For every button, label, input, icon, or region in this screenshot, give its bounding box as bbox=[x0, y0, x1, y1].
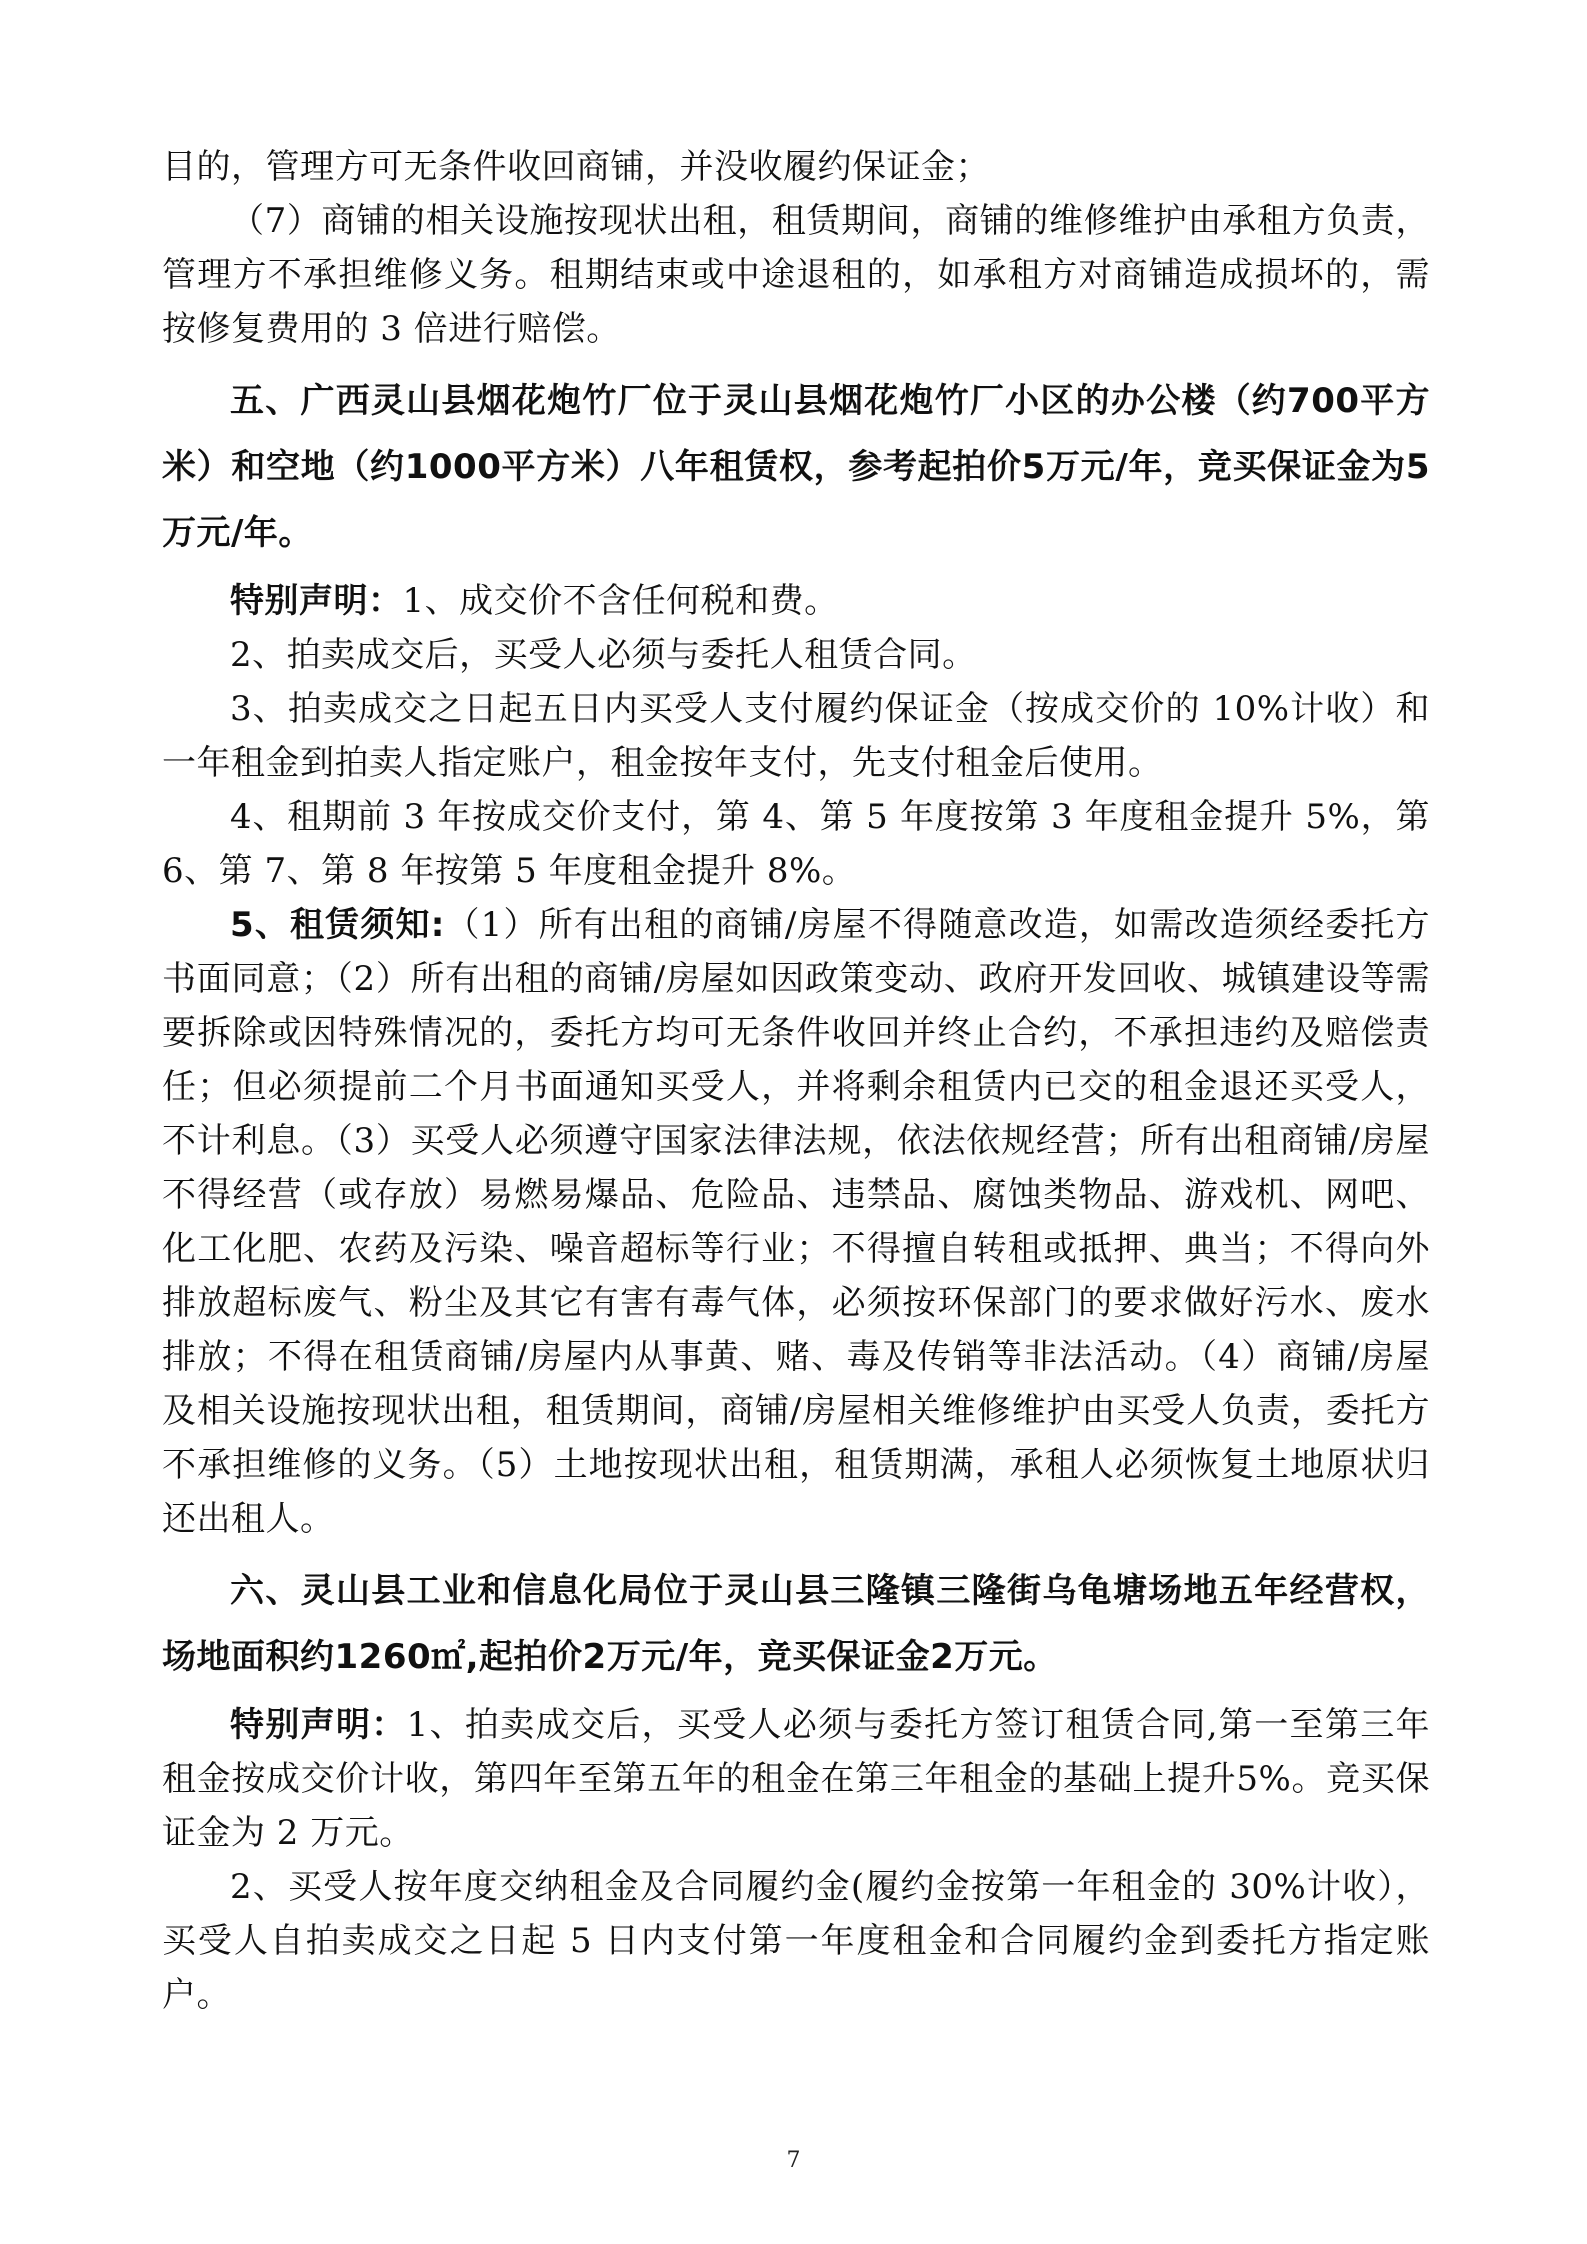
special-statement-label: 特别声明： bbox=[230, 1705, 407, 1745]
special-statement-label: 特别声明： bbox=[230, 581, 403, 621]
document-body bbox=[162, 140, 1430, 2022]
special-statement-5-4: 4、租期前 3 年按成交价支付，第 4、第 5 年度按第 3 年度租金提升 5%，第 6、第 7、第 8 年按第 5 年度租金提升 8%。 bbox=[162, 797, 1430, 891]
paragraph-continuation: 目的，管理方可无条件收回商铺，并没收履约保证金； bbox=[162, 147, 990, 187]
lease-notice-label: 5、租赁须知: bbox=[230, 905, 445, 945]
lease-notice-5-5 bbox=[162, 898, 1430, 1546]
section-heading-6: 六、灵山县工业和信息化局位于灵山县三隆镇三隆街乌龟塘场地五年经营权，场地面积约1260㎡,起拍价2万元/年，竞买保证金2万元。 bbox=[162, 1571, 1430, 1677]
special-statement-6-2: 2、买受人按年度交纳租金及合同履约金(履约金按第一年租金的 30%计收），买受人自拍卖成交之日起 5 日内支付第一年度租金和合同履约金到委托方指定账户。 bbox=[162, 1867, 1430, 2015]
lease-notice-text: （1）所有出租的商铺/房屋不得随意改造，如需改造须经委托方书面同意；（2）所有出租的商铺/房屋如因政策变动、政府开发回收、城镇建设等需要拆除或因特殊情况的，委托方均可无条件收回并终止合约，不承担违约及赔偿责任；但必须提前二个月书面通知买受人，并将剩余租赁内已交的租金退还买受人，不计利息。（3）买受人必须遵守国家法律法规，依法依规经营；所有出租商铺/房屋不得经营（或存放）易燃易爆品、危险品、违禁品、腐蚀类物品、游戏机、网吧、化工化肥、农药及污染、噪音超标等行业；不得擅自转租或抵押、典当；不得向外排放超标废气、粉尘及其它有害有毒气体，必须按环保部门的要求做好污水、废水排放；不得在租赁商铺/房屋内从事黄、赌、毒及传销等非法活动。（4）商铺/房屋及相关设施按现状出租，租赁期间，商铺/房屋相关维修维护由买受人负责，委托方不承担维修的义务。（5）土地按现状出租，租赁期满，承租人必须恢复土地原状归还出租人。 bbox=[162, 905, 1430, 1539]
special-statement-5-2: 2、拍卖成交后，买受人必须与委托人租赁合同。 bbox=[230, 635, 977, 675]
special-statement-5-3: 3、拍卖成交之日起五日内买受人支付履约保证金（按成交价的 10%计收）和一年租金到拍卖人指定账户，租金按年支付，先支付租金后使用。 bbox=[162, 689, 1430, 783]
special-statement-5-1 bbox=[162, 574, 1430, 628]
special-statement-text: 1、成交价不含任何税和费。 bbox=[402, 581, 839, 621]
special-statement-text: 1、拍卖成交后，买受人必须与委托方签订租赁合同,第一至第三年租金按成交价计收，第四年至第五年的租金在第三年租金的基础上提升5%。竞买保证金为 2 万元。 bbox=[162, 1705, 1431, 1853]
page-number: 7 bbox=[786, 2148, 801, 2173]
paragraph-item-7: （7）商铺的相关设施按现状出租，租赁期间，商铺的维修维护由承租方负责，管理方不承担维修义务。租期结束或中途退租的，如承租方对商铺造成损坏的，需按修复费用的 3 倍进行赔偿。 bbox=[162, 201, 1430, 349]
special-statement-6-1 bbox=[162, 1698, 1430, 1860]
section-heading-5: 五、广西灵山县烟花炮竹厂位于灵山县烟花炮竹厂小区的办公楼（约700平方米）和空地（约1000平方米）八年租赁权，参考起拍价5万元/年，竞买保证金为5万元/年。 bbox=[162, 381, 1430, 553]
